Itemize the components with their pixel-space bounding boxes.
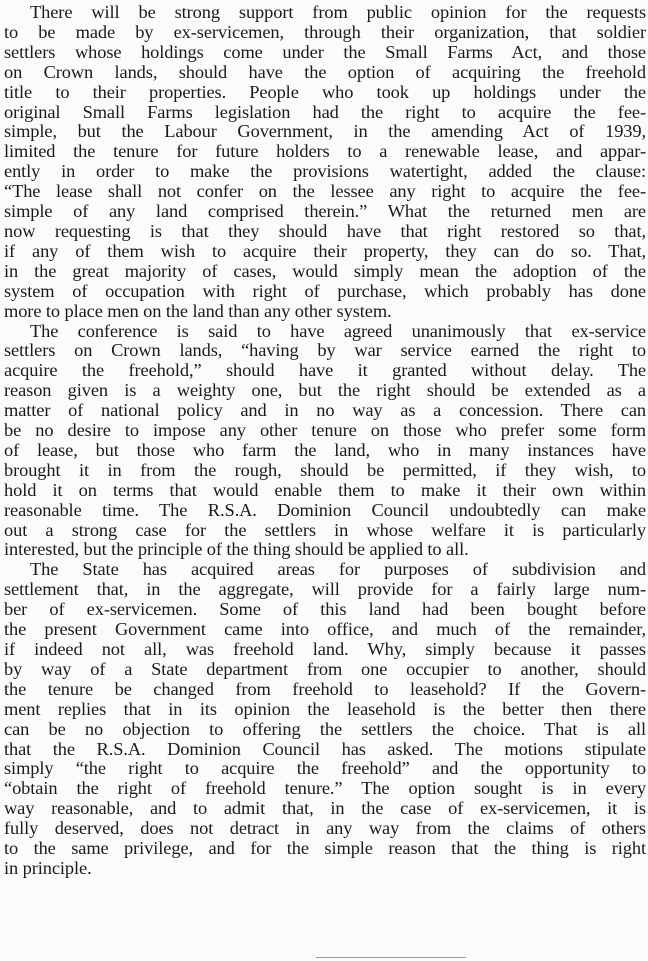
text-line: title to their properties. People who took up holdings under the [4,81,646,102]
text-line: system of occupation with right of purchase, which probably has done [4,280,646,301]
text-line: matter of national policy and in no way as a concession. There can [4,400,646,421]
text-line: on Crown lands, should have the option of acquiring the freehold [4,61,646,82]
paragraph-1 [4,3,646,322]
text-line: can be no objection to offering the settlers the choice. That is all [4,718,646,739]
text-line: limited the tenure for future holders to a renewable lease, and appar- [4,141,646,162]
text-line: brought it in from the rough, should be permitted, if they wish, to [4,459,646,480]
text-line: The conference is said to have agreed unanimously that ex-service [30,320,646,341]
paragraph-3 [4,560,646,879]
text-line: more to place men on the land than any other system. [4,300,392,321]
text-line: be no desire to impose any other tenure on those who prefer some form [4,420,646,441]
text-line: to the same privilege, and for the simple reason that the thing is right [4,838,646,859]
text-line: ment replies that in its opinion the leasehold is the better then there [4,698,646,719]
text-line: to be made by ex-servicemen, through their organization, that soldier [4,21,646,42]
text-line: the tenure be changed from freehold to leasehold? If the Govern- [4,678,646,699]
text-line: fully deserved, does not detract in any way from the claims of others [4,818,646,839]
text-line: acquire the freehold,” should have it granted without delay. The [4,360,646,381]
text-line: that the R.S.A. Dominion Council has asked. The motions stipulate [4,738,646,759]
text-line: hold it on terms that would enable them to make it their own within [4,479,646,500]
text-line: “The lease shall not confer on the lessee any right to acquire the fee- [4,181,646,202]
text-line: in the great majority of cases, would simply mean the adoption of the [4,260,646,281]
text-line: out a strong case for the settlers in whose welfare it is particularly [4,519,646,540]
text-line: settlers whose holdings come under the Small Farms Act, and those [4,41,646,62]
text-line: if any of them wish to acquire their property, they can do so. That, [4,240,646,261]
bottom-rule [316,957,466,958]
text-line: of lease, but those who farm the land, who in many instances have [4,439,646,460]
text-line: ber of ex-servicemen. Some of this land had been bought before [4,599,646,620]
text-line: by way of a State department from one occupier to another, should [4,658,646,679]
text-line: “obtain the right of freehold tenure.” The option sought is in every [4,778,646,799]
text-line: simply “the right to acquire the freehold” and the opportunity to [4,758,646,779]
text-line: if indeed not all, was freehold land. Why, simply because it passes [4,639,646,659]
text-line: interested, but the principle of the thing should be applied to all. [4,539,469,560]
text-line: There will be strong support from public opinion for the requests [30,2,646,22]
text-line: simple of any land comprised therein.” What the returned men are [4,201,646,222]
text-line: reasonable time. The R.S.A. Dominion Council undoubtedly can make [4,499,646,520]
text-line: settlers on Crown lands, “having by war service earned the right to [4,340,646,361]
text-line: in principle. [4,857,92,878]
text-line: settlement that, in the aggregate, will provide for a fairly large num- [4,579,646,600]
paragraph-2 [4,322,646,561]
text-line: simple, but the Labour Government, in the amending Act of 1939, [4,121,646,142]
text-line: The State has acquired areas for purposes of subdivision and [30,559,646,580]
text-line: original Small Farms legislation had the right to acquire the fee- [4,101,646,122]
article-column [4,3,646,879]
text-line: reason given is a weighty one, but the right should be extended as a [4,380,646,401]
text-line: ently in order to make the provisions watertight, added the clause: [4,161,646,182]
text-line: the present Government came into office, and much of the remainder, [4,619,646,640]
text-line: way reasonable, and to admit that, in the case of ex-servicemen, it is [4,798,646,819]
text-line: now requesting is that they should have that right restored so that, [4,220,646,241]
